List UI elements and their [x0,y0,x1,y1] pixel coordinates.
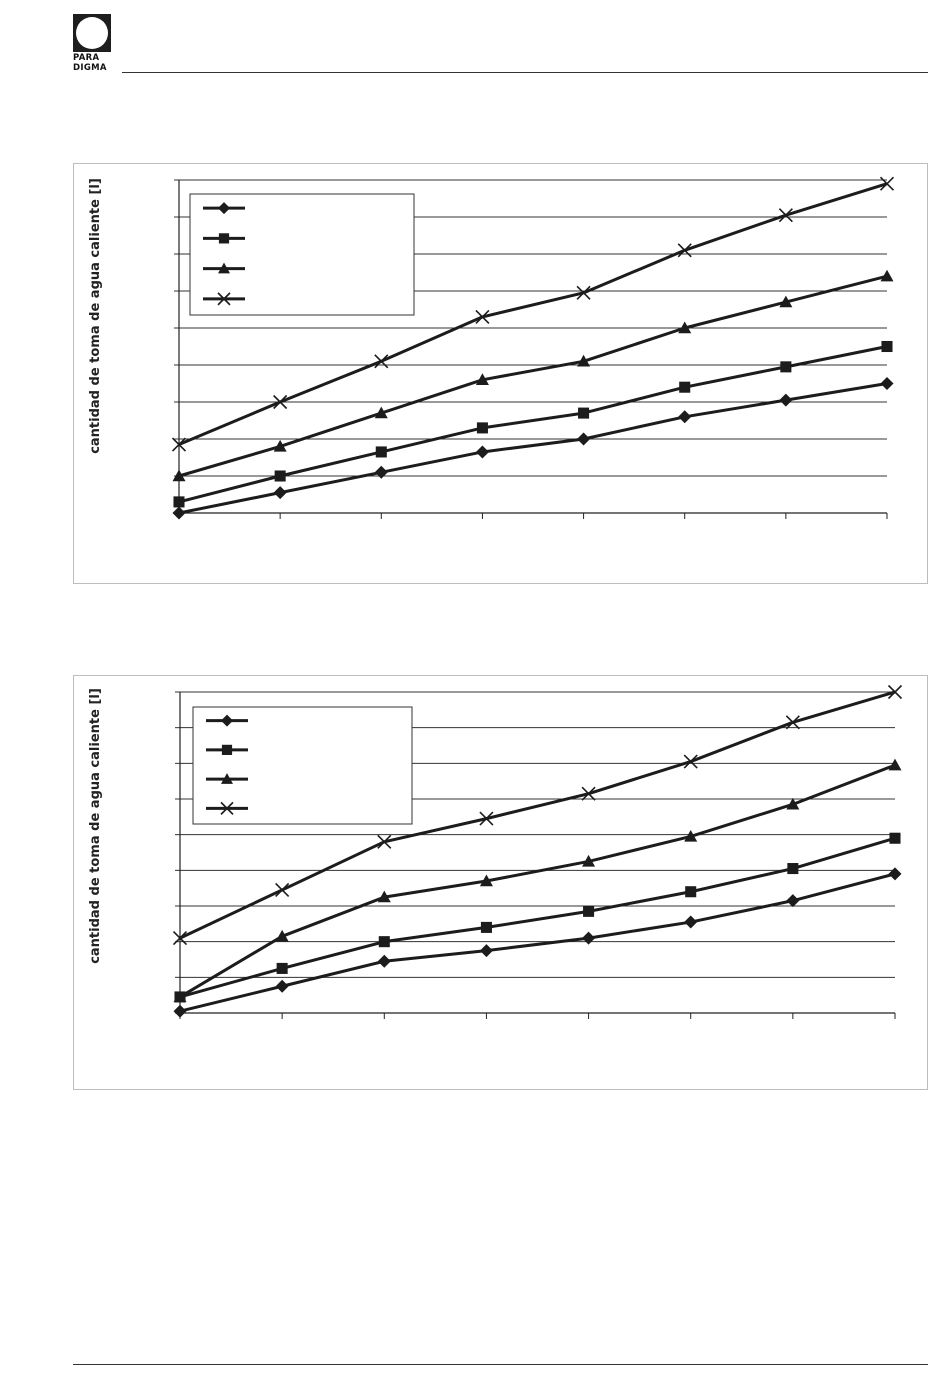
diamond-marker [786,894,799,907]
paradigma-logo [73,14,113,72]
footer-rule [73,1364,928,1365]
legend-square-marker [222,745,232,755]
diamond-marker [582,932,595,945]
square-marker [481,922,492,933]
square-marker [379,936,390,947]
legend [193,707,412,824]
triangle-marker [881,270,894,282]
diamond-marker [174,1005,187,1018]
diamond-marker [173,507,186,520]
logo-text-line2: DIGMA [73,63,107,73]
square-marker [277,963,288,974]
line-chart-1 [74,164,927,583]
diamond-marker [274,486,287,499]
diamond-marker [577,433,590,446]
logo-text-line1: PARA [73,53,100,63]
chart-panel-1 [73,163,928,584]
diamond-marker [678,410,691,423]
diamond-marker [684,916,697,929]
square-marker [685,886,696,897]
y-axis-label: cantidad de toma de agua caliente [l] [88,688,103,964]
chart-panel-2 [73,675,928,1090]
diamond-marker [889,867,902,880]
square-marker [780,361,791,372]
square-marker [477,422,488,433]
legend-square-marker [219,233,229,243]
diamond-marker [779,394,792,407]
line-chart-2 [74,676,927,1089]
diamond-marker [378,955,391,968]
square-marker [376,446,387,457]
logo-mark [73,14,111,52]
series-square [173,341,892,507]
y-axis-label: cantidad de toma de agua caliente [l] [88,178,103,454]
x-marker [276,883,289,896]
square-marker [889,833,900,844]
square-marker [578,408,589,419]
diamond-marker [881,377,894,390]
square-marker [787,863,798,874]
diamond-marker [375,466,388,479]
square-marker [583,906,594,917]
square-marker [679,382,690,393]
diamond-marker [480,944,493,957]
diamond-marker [276,980,289,993]
x-marker [375,355,388,368]
header-rule [122,72,928,73]
diamond-marker [476,445,489,458]
triangle-marker [889,759,902,771]
square-marker [173,496,184,507]
square-marker [275,470,286,481]
legend [190,194,414,315]
square-marker [881,341,892,352]
